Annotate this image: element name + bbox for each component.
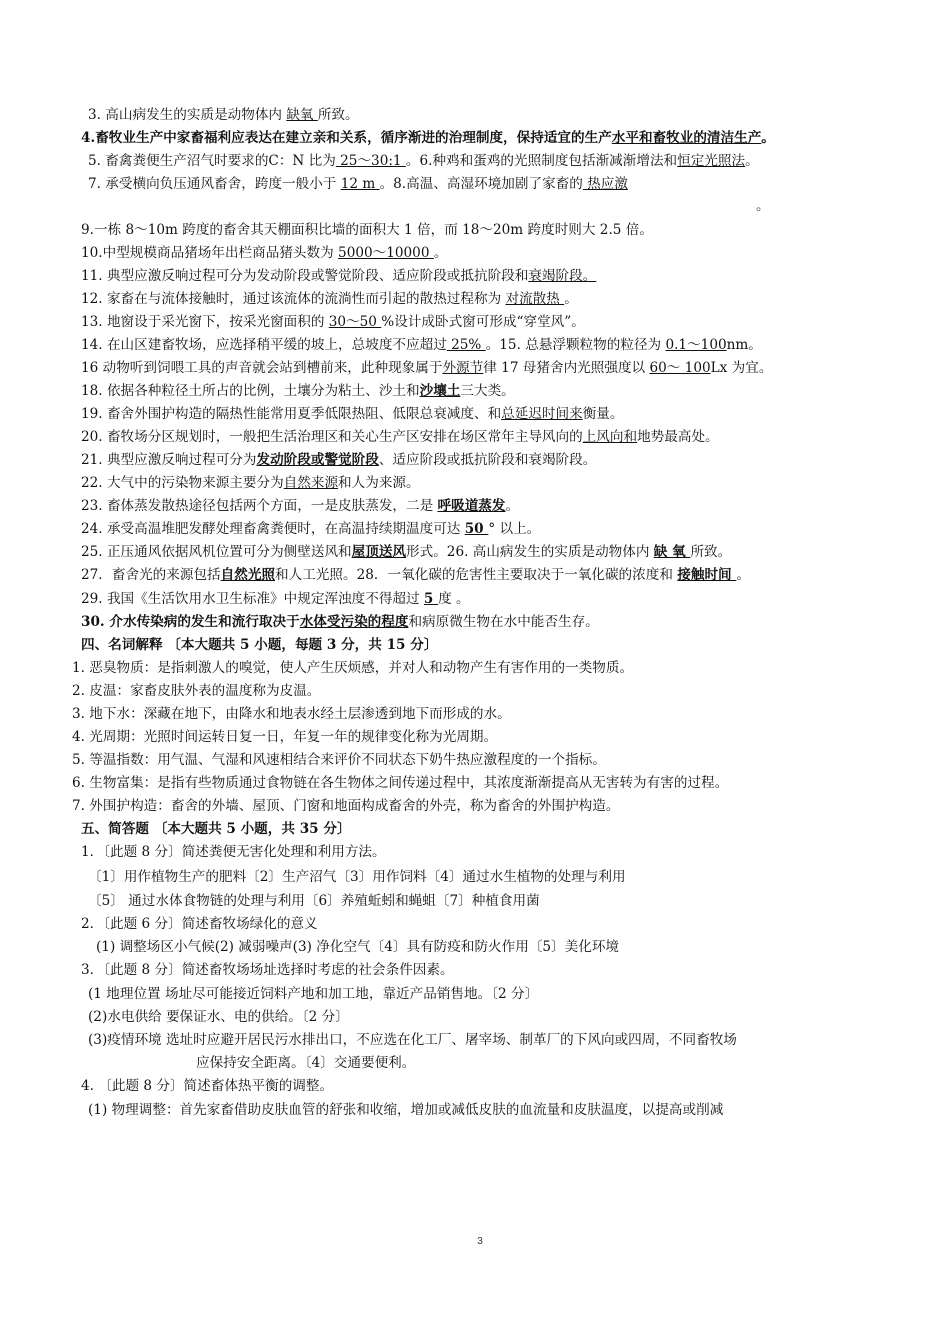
fill-blank-q4: 4.畜牧业生产中家畜福利应表达在建立亲和关系，循序渐进的治理制度，保持适宜的生产水平和畜牧业的清洁生产。 (81, 130, 775, 146)
short-answer-question: 2．〔此题 6 分〕简述畜牧场绿化的意义 (81, 916, 318, 932)
fill-blank-q27-q28: 27．畜舍光的来源包括自然光照和人工光照。28．一氧化碳的危害性主要取决于一氧化碳的浓度和 接触时间 。 (81, 567, 750, 583)
fill-blank-q8-tail: 。 (756, 198, 770, 214)
fill-blank-q9: 9.一栋 8～10m 跨度的畜舍其天棚面积比墙的面积大 1 倍，而 18～20m 跨度时则大 2.5 倍。 (81, 222, 653, 238)
fill-blank-q20: 20. 畜牧场分区规划时，一般把生活治理区和关心生产区安排在场区常年主导风向的上风向和地势最高处。 (81, 429, 719, 445)
term-definition: 4. 光周期：光照时间运转日复一日，年复一年的规律变化称为光周期。 (72, 729, 498, 745)
short-answer-text: (1) 调整场区小气候(2) 减弱噪声(3) 净化空气〔4〕具有防疫和防火作用〔5〕美化环境 (96, 939, 620, 955)
fill-blank-q21: 21. 典型应激反响过程可分为发动阶段或警觉阶段、适应阶段或抵抗阶段和衰竭阶段。 (81, 452, 597, 468)
fill-blank-q23: 23. 畜体蒸发散热途径包括两个方面，一是皮肤蒸发，二是 呼吸道蒸发。 (81, 498, 520, 514)
term-definition: 7. 外围护构造：畜舍的外墙、屋顶、门窗和地面构成畜舍的外壳，称为畜舍的外围护构造。 (72, 798, 620, 814)
short-answer-text: (3)疫情环境 选址时应避开居民污水排出口，不应选在化工厂、屠宰场、制革厂的下风向或四周，不同畜牧场 (88, 1032, 737, 1048)
term-definition: 6. 生物富集：是指有些物质通过食物链在各生物体之间传递过程中，其浓度渐渐提高从无害转为有害的过程。 (72, 775, 729, 791)
short-answer-text: (1) 物理调整：首先家畜借助皮肤血管的舒张和收缩，增加或减低皮肤的血流量和皮肤温度，以提高或削减 (88, 1102, 724, 1118)
fill-blank-q25-q26: 25. 正压通风依据风机位置可分为侧壁送风和屋顶送风形式。26. 高山病发生的实质是动物体内 缺 氧 所致。 (81, 544, 732, 560)
short-answer-question: 4. 〔此题 8 分〕简述畜体热平衡的调整。 (81, 1078, 334, 1094)
short-answer-question: 3．〔此题 8 分〕简述畜牧场场址选择时考虑的社会条件因素。 (81, 962, 454, 978)
fill-blank-q18: 18. 依据各种粒径土所占的比例，土壤分为粘土、沙土和沙壤土三大类。 (81, 383, 515, 399)
fill-blank-q29: 29. 我国《生活饮用水卫生标准》中规定浑浊度不得超过 5 度 。 (81, 591, 470, 607)
fill-blank-q11: 11. 典型应激反响过程可分为发动阶段或警觉阶段、适应阶段或抵抗阶段和衰竭阶段。 (81, 268, 597, 284)
short-answer-text: 〔5〕 通过水体食物链的处理与利用〔6〕养殖蚯蚓和蝇蛆〔7〕种植食用菌 (88, 893, 540, 909)
fill-blank-q30: 30. 介水传染病的发生和流行取决于水体受污染的程度和病原微生物在水中能否生存。 (81, 614, 599, 630)
page-number: 3 (477, 1236, 483, 1247)
fill-blank-q5-q6: 5. 畜禽粪便生产沼气时要求的C：N 比为 25～30:1 。6.种鸡和蛋鸡的光照制度包括渐减渐增法和恒定光照法。 (88, 153, 759, 169)
short-answer-text: (2)水电供给 要保证水、电的供给。〔2 分〕 (88, 1009, 349, 1025)
short-answer-text: (1 地理位置 场址尽可能接近饲料产地和加工地，靠近产品销售地。〔2 分〕 (88, 986, 539, 1002)
section4-heading: 四、名词解释 〔本大题共 5 小题，每题 3 分，共 15 分〕 (81, 637, 438, 653)
term-definition: 3. 地下水：深藏在地下，由降水和地表水经土层渗透到地下而形成的水。 (72, 706, 511, 722)
fill-blank-q10: 10.中型规模商品猪场年出栏商品猪头数为 5000～10000 。 (81, 245, 448, 261)
short-answer-text: 应保持安全距离。〔4〕交通要便利。 (196, 1055, 416, 1071)
term-definition: 2. 皮温：家畜皮肤外表的温度称为皮温。 (72, 683, 321, 699)
short-answer-question: 1．〔此题 8 分〕简述粪便无害化处理和利用方法。 (81, 844, 386, 860)
term-definition: 1. 恶臭物质：是指刺激人的嗅觉，使人产生厌烦感，并对人和动物产生有害作用的一类物质。 (72, 660, 634, 676)
fill-blank-q16-q17: 16 动物听到饲喂工具的声音就会站到槽前来，此种现象属于外源节律 17 母猪舍内光照强度以 60～ 100Lx 为宜。 (81, 360, 773, 376)
fill-blank-q24: 24. 承受高温堆肥发酵处理畜禽粪便时，在高温持续期温度可达 50 ° 以上。 (81, 521, 541, 537)
short-answer-text: 〔1〕用作植物生产的肥料〔2〕生产沼气〔3〕用作饲料〔4〕通过水生植物的处理与利用 (88, 869, 626, 885)
fill-blank-q22: 22. 大气中的污染物来源主要分为自然来源和人为来源。 (81, 475, 420, 491)
term-definition: 5. 等温指数：用气温、气湿和风速相结合来评价不同状态下奶牛热应激程度的一个指标。 (72, 752, 606, 768)
fill-blank-q3: 3. 高山病发生的实质是动物体内 缺氧 所致。 (88, 107, 359, 123)
fill-blank-q12: 12. 家畜在与流体接触时，通过该流体的流淌性而引起的散热过程称为 对流散热 。 (81, 291, 578, 307)
fill-blank-q13: 13. 地窗设于采光窗下，按采光窗面积的 30～50 %设计成卧式窗可形成“穿堂风”。 (81, 314, 585, 330)
fill-blank-q7-q8: 7. 承受横向负压通风畜舍，跨度一般小于 12 m 。8.高温、高湿环境加剧了家畜的 热应激 (88, 176, 628, 192)
fill-blank-q19: 19. 畜舍外围护构造的隔热性能常用夏季低限热阻、低限总衰减度、和总延迟时间来衡量。 (81, 406, 624, 422)
fill-blank-q14-q15: 14. 在山区建畜牧场，应选择稍平缓的坡上，总坡度不应超过 25% 。15. 总悬浮颗粒物的粒径为 0.1～100nm。 (81, 337, 762, 353)
section5-heading: 五、简答题 〔本大题共 5 小题，共 35 分〕 (81, 821, 351, 837)
